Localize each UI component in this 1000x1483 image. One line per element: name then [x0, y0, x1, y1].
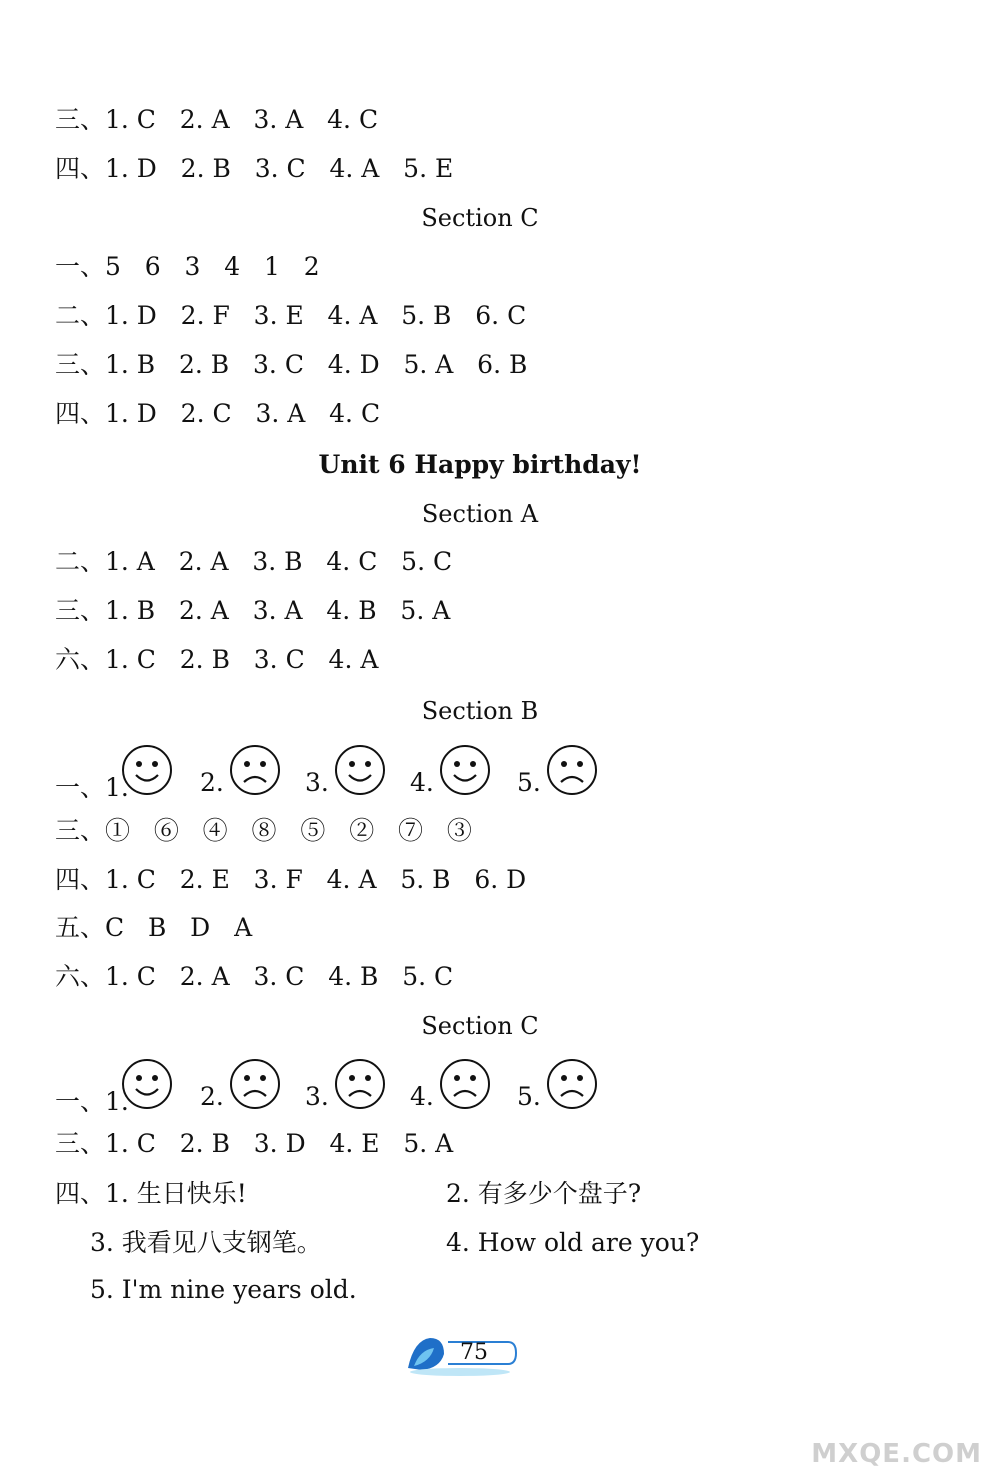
- answer-line: 一、5 6 3 4 1 2: [55, 252, 320, 281]
- face-label: 5.: [517, 768, 541, 797]
- answer-line: 三、1. C 2. A 3. A 4. C: [55, 105, 379, 134]
- answer-line: 六、1. C 2. B 3. C 4. A: [55, 645, 379, 674]
- face-label: 3.: [305, 1082, 329, 1111]
- section-heading: Section C: [421, 204, 539, 232]
- answer-line: 3. 我看见八支钢笔。: [90, 1228, 322, 1257]
- answer-line: 5. I'm nine years old.: [90, 1275, 357, 1304]
- smiley-sad-icon: [439, 1058, 491, 1110]
- smiley-sad-icon: [334, 1058, 386, 1110]
- answer-line: 六、1. C 2. A 3. C 4. B 5. C: [55, 962, 454, 991]
- unit-title: Unit 6 Happy birthday!: [318, 450, 642, 479]
- smiley-sad-icon: [546, 744, 598, 796]
- face-prefix: 一、1.: [55, 773, 129, 802]
- smiley-sad-icon: [229, 744, 281, 796]
- face-label: 3.: [305, 768, 329, 797]
- answer-line: 四、1. D 2. B 3. C 4. A 5. E: [55, 154, 454, 183]
- watermark-text: MXQE.COM: [811, 1439, 982, 1469]
- answer-line: 三、1. B 2. B 3. C 4. D 5. A 6. B: [55, 350, 528, 379]
- answer-line: 四、1. C 2. E 3. F 4. A 5. B 6. D: [55, 865, 527, 894]
- answer-line: 二、1. A 2. A 3. B 4. C 5. C: [55, 547, 453, 576]
- smiley-happy-icon: [121, 744, 173, 796]
- face-label: 5.: [517, 1082, 541, 1111]
- answer-line: 四、1. D 2. C 3. A 4. C: [55, 399, 381, 428]
- answer-line: 三、1. B 2. A 3. A 4. B 5. A: [55, 596, 451, 625]
- answer-line: 三、1. C 2. B 3. D 4. E 5. A: [55, 1129, 454, 1158]
- answer-line: 四、1. 生日快乐!: [55, 1179, 247, 1208]
- face-prefix: 一、1.: [55, 1087, 129, 1116]
- section-heading: Section C: [421, 1012, 539, 1040]
- section-heading: Section B: [421, 697, 539, 725]
- answer-line: 三、① ⑥ ④ ⑧ ⑤ ② ⑦ ③: [55, 816, 472, 845]
- page-number: 75: [460, 1340, 488, 1365]
- section-heading: Section A: [421, 500, 539, 528]
- answer-line: 4. How old are you?: [446, 1228, 700, 1257]
- smiley-sad-icon: [229, 1058, 281, 1110]
- face-label: 4.: [410, 768, 434, 797]
- answer-line: 二、1. D 2. F 3. E 4. A 5. B 6. C: [55, 301, 527, 330]
- face-label: 4.: [410, 1082, 434, 1111]
- smiley-happy-icon: [121, 1058, 173, 1110]
- watermark: [808, 1405, 988, 1475]
- smiley-happy-icon: [439, 744, 491, 796]
- face-label: 2.: [200, 768, 224, 797]
- answer-line: 2. 有多少个盘子?: [446, 1179, 642, 1208]
- smiley-sad-icon: [546, 1058, 598, 1110]
- face-label: 2.: [200, 1082, 224, 1111]
- smiley-happy-icon: [334, 744, 386, 796]
- answer-line: 五、C B D A: [55, 913, 253, 942]
